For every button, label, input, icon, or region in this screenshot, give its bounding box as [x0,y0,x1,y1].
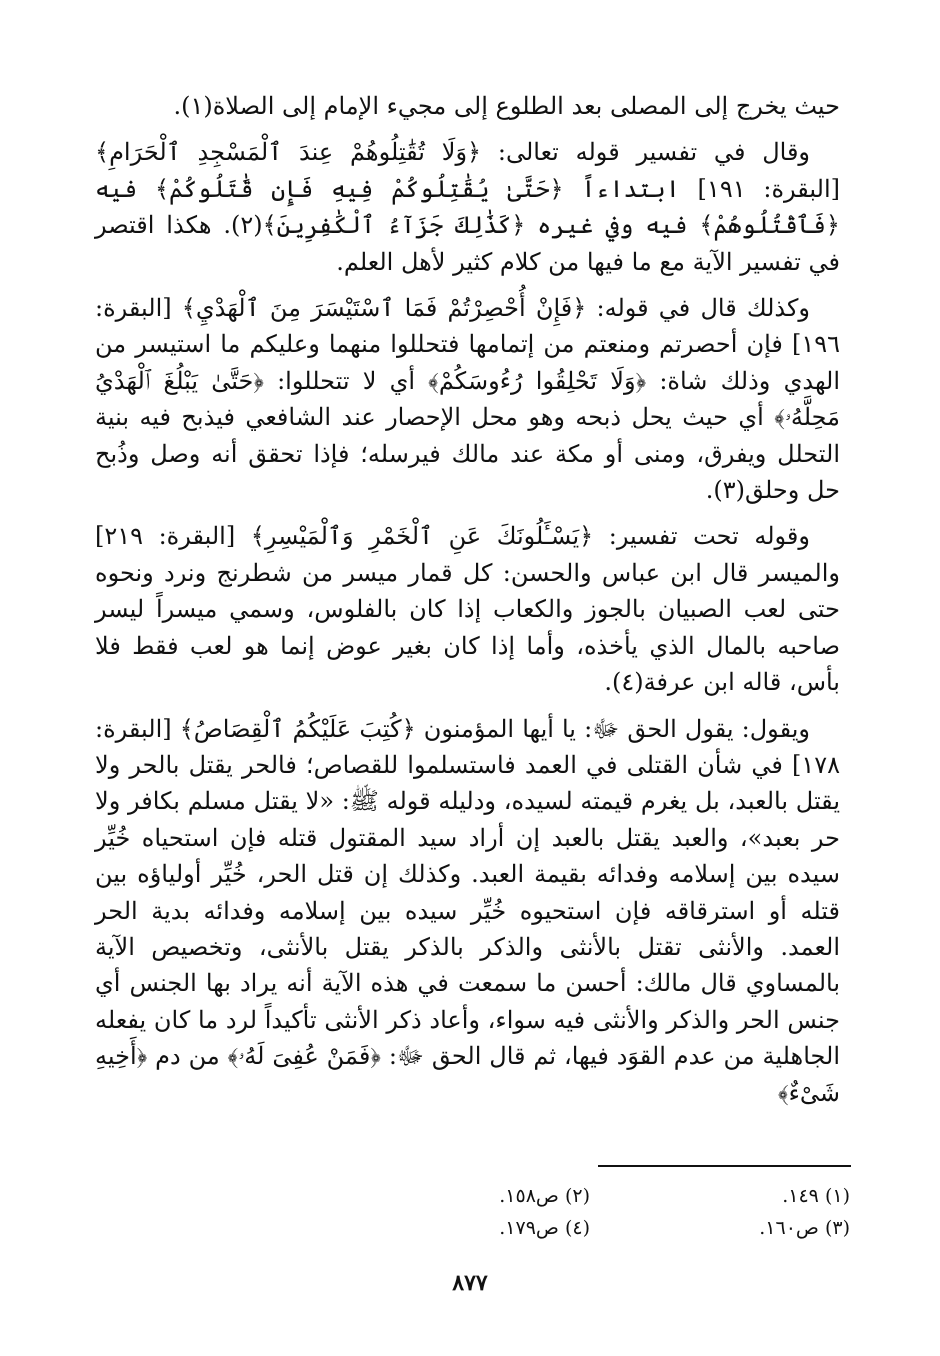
footnote-3 [590,1212,850,1244]
footnote-2 [330,1180,590,1212]
page-number: ٨٧٧ [452,1270,488,1296]
footnote-marker: (٣) [824,1217,850,1239]
footnote-text: ١٤٩. [782,1185,819,1207]
paragraph-5: ويقول: يقول الحق ﷻ: يا أيها المؤمنون ﴿كُتِبَ عَلَيْكُمُ ٱلْقِصَاصُ﴾ [البقرة: ١٧٨] في شأن القتلى في العمد فاستسلموا للقصاص؛ فالحر يقتل بالحر ولا يقتل بالعبد، بل يغرم قيمته لسيده، ودليله قوله ﷺ: «لا يقتل مسلم بكافر ولا حر بعبد»، والعبد يقتل بالعبد إن أراد سيد المقتول قتله فإن استحياه خُيِّر سيده بين إسلامه وفدائه بقيمة العبد. وكذلك إن قتل الحر، خُيِّر أولياؤه بين قتله أو استرقاقه فإن استحيوه خُيِّر سيده بين إسلامه وفدائه بدية الحر العمد. والأنثى تقتل بالأنثى والذكر بالذكر يقتل بالأنثى، وتخصيص الآية بالمساوي قال مالك: أحسن ما سمعت في هذه الآية أنه يراد بها الجنس أي جنس الحر والذكر والأنثى فيه سواء، وأعاد ذكر الأنثى تأكيداً لرد ما كان يفعله الجاهلية من عدم القوَد فيها، ثم قال الحق ﷻ: ﴿فَمَنْ عُفِىَ لَهُۥ﴾ من دم ﴿أَخِيهِ شَىْءٌ﴾ [95,714,840,1107]
footnote-text: ص١٥٨. [499,1185,559,1207]
footnote-marker: (٤) [564,1217,590,1239]
paragraph-2: وقال في تفسير قوله تعالى: ﴿وَلَا تُقَٰتِلُوهُمْ عِندَ ٱلْمَسْجِدِ ٱلْحَرَامِ﴾ [البقرة: ١٩١] ابتداءاً ﴿حَتَّىٰ يُقَٰتِلُوكُمْ فِيهِ فَإِن قَٰتَلُوكُمْ﴾ فيه ﴿فَٱقْتُلُوهُمْ﴾ فيه وفي غيره ﴿كَذَٰلِكَ جَزَآءُ ٱلْكَٰفِرِينَ﴾(٢). هكذا اقتصر في تفسير الآية مع ما فيها من كلام كثير لأهل العلم. [95,138,840,276]
paragraph-1: حيث يخرج إلى المصلى بعد الطلوع إلى مجيء الإمام إلى الصلاة(١). [173,92,840,120]
footnote-1 [590,1180,850,1212]
footnote-text: ص١٧٩. [499,1217,559,1239]
footnote-divider [598,1165,851,1167]
footnotes [330,1180,850,1244]
footnote-row [330,1180,850,1212]
footnote-marker: (٢) [564,1185,590,1207]
footnote-marker: (١) [824,1185,850,1207]
footnote-text: ص١٦٠. [759,1217,819,1239]
footnote-4 [330,1212,590,1244]
paragraph-4: وقوله تحت تفسير: ﴿يَسْـَٔلُونَكَ عَنِ ٱلْخَمْرِ وَٱلْمَيْسِرِ﴾ [البقرة: ٢١٩] والميسر قال ابن عباس والحسن: كل قمار ميسر من شطرنج ونرد ونحوه حتى لعب الصبيان بالجوز والكعاب إذا كان بالفلوس، وسمي ميسراً ليسر صاحبه بالمال الذي يأخذه، وأما إذا كان بغير عوض إنما هو لعب فقط فلا بأس، قاله ابن عرفة(٤). [95,522,840,697]
paragraph-3: وكذلك قال في قوله: ﴿فَإِنْ أُحْصِرْتُمْ فَمَا ٱسْتَيْسَرَ مِنَ ٱلْهَدْيِ﴾ [البقرة: ١٩٦] فإن أحصرتم ومنعتم من إتمامها فتحللوا منهما وعليكم ما استيسر من الهدي وذلك شاة: ﴿وَلَا تَحْلِقُوا رُءُوسَكُمْ﴾ أي لا تتحللوا: ﴿حَتَّىٰ يَبْلُغَ ٱلْهَدْيُ مَحِلَّهُۥ﴾ أي حيث يحل ذبحه وهو محل الإحصار عند الشافعي فيذبح فيه بنية التحلل ويفرق، ومنى أو مكة عند مالك فيرسله؛ فإذا تحقق أنه وصل وذُبح حل وحلق(٣). [95,294,840,505]
footnote-row [330,1212,850,1244]
main-text [95,88,840,1121]
